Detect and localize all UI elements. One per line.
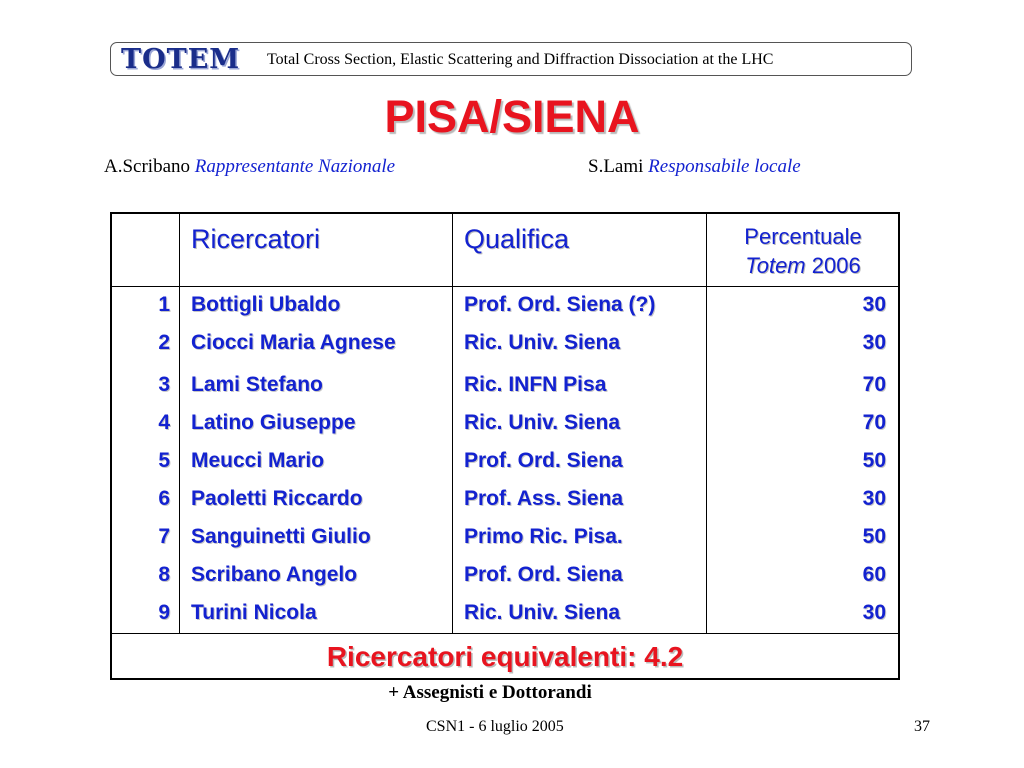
row-number: 3 — [158, 373, 170, 396]
table-row — [112, 598, 898, 628]
header-percentuale-totem: Totem — [745, 253, 806, 278]
header-percentuale-line2 — [718, 251, 888, 280]
summary-equivalent-researchers: Ricercatori equivalenti: 4.2 — [326, 641, 684, 672]
row-qualifica: Ric. Univ. Siena — [464, 601, 620, 624]
row-name: Bottigli Ubaldo — [191, 293, 341, 316]
row-name: Turini Nicola — [191, 601, 317, 624]
row-percentuale: 60 — [862, 563, 886, 586]
row-number: 2 — [158, 331, 170, 354]
contact-national — [104, 155, 395, 179]
row-percentuale: 70 — [862, 373, 886, 396]
row-qualifica: Ric. Univ. Siena — [464, 331, 620, 354]
footer-date: CSN1 - 6 luglio 2005 — [426, 718, 564, 735]
row-name: Paoletti Riccardo — [191, 487, 363, 510]
contact-name: S.Lami — [588, 156, 644, 177]
header-qualifica: Qualifica — [464, 224, 570, 254]
row-percentuale: 30 — [862, 601, 886, 624]
header-percentuale-year: 2006 — [811, 253, 861, 278]
row-name: Lami Stefano — [191, 373, 323, 396]
row-qualifica: Ric. INFN Pisa — [464, 373, 607, 396]
row-qualifica: Prof. Ord. Siena (?) — [464, 293, 656, 316]
page-number: 37 — [914, 718, 930, 735]
row-name: Latino Giuseppe — [191, 411, 356, 434]
totem-logo: TOTEM — [121, 44, 241, 75]
row-percentuale: 30 — [862, 331, 886, 354]
row-qualifica: Prof. Ord. Siena — [464, 563, 623, 586]
header-subtitle: Total Cross Section, Elastic Scattering and Diffraction Dissociation at the LHC — [267, 51, 774, 68]
slide-title: PISA/SIENA — [384, 91, 640, 142]
row-qualifica: Prof. Ord. Siena — [464, 449, 623, 472]
row-percentuale: 50 — [862, 449, 886, 472]
table-row — [112, 408, 898, 438]
row-number: 8 — [158, 563, 170, 586]
row-percentuale: 70 — [862, 411, 886, 434]
row-number: 6 — [158, 487, 170, 510]
row-percentuale: 30 — [862, 487, 886, 510]
row-name: Meucci Mario — [191, 449, 325, 472]
footnote: + Assegnisti e Dottorandi — [388, 682, 592, 703]
row-number: 7 — [158, 525, 170, 548]
contact-name: A.Scribano — [104, 156, 191, 177]
header-percentuale-line1: Percentuale — [744, 224, 862, 249]
table-row — [112, 560, 898, 590]
table-divider — [112, 286, 898, 287]
table-divider — [112, 633, 898, 634]
header-ricercatori: Ricercatori — [191, 224, 321, 254]
table-row — [112, 446, 898, 476]
header-percentuale — [718, 222, 888, 280]
contact-role: Responsabile locale — [648, 156, 801, 177]
table-row — [112, 290, 898, 320]
row-qualifica: Primo Ric. Pisa. — [464, 525, 623, 548]
row-name: Scribano Angelo — [191, 563, 358, 586]
table-row — [112, 328, 898, 358]
researchers-table — [110, 212, 900, 680]
table-row — [112, 484, 898, 514]
table-row — [112, 522, 898, 552]
contact-role: Rappresentante Nazionale — [194, 156, 396, 177]
row-percentuale: 30 — [862, 293, 886, 316]
row-name: Ciocci Maria Agnese — [191, 331, 396, 354]
table-row — [112, 370, 898, 400]
row-number: 1 — [158, 293, 170, 316]
row-number: 4 — [158, 411, 170, 434]
row-percentuale: 50 — [862, 525, 886, 548]
row-number: 9 — [158, 601, 170, 624]
contact-local — [588, 155, 801, 179]
row-name: Sanguinetti Giulio — [191, 525, 371, 548]
row-qualifica: Prof. Ass. Siena — [464, 487, 624, 510]
header-banner — [110, 42, 912, 76]
row-qualifica: Ric. Univ. Siena — [464, 411, 620, 434]
row-number: 5 — [158, 449, 170, 472]
